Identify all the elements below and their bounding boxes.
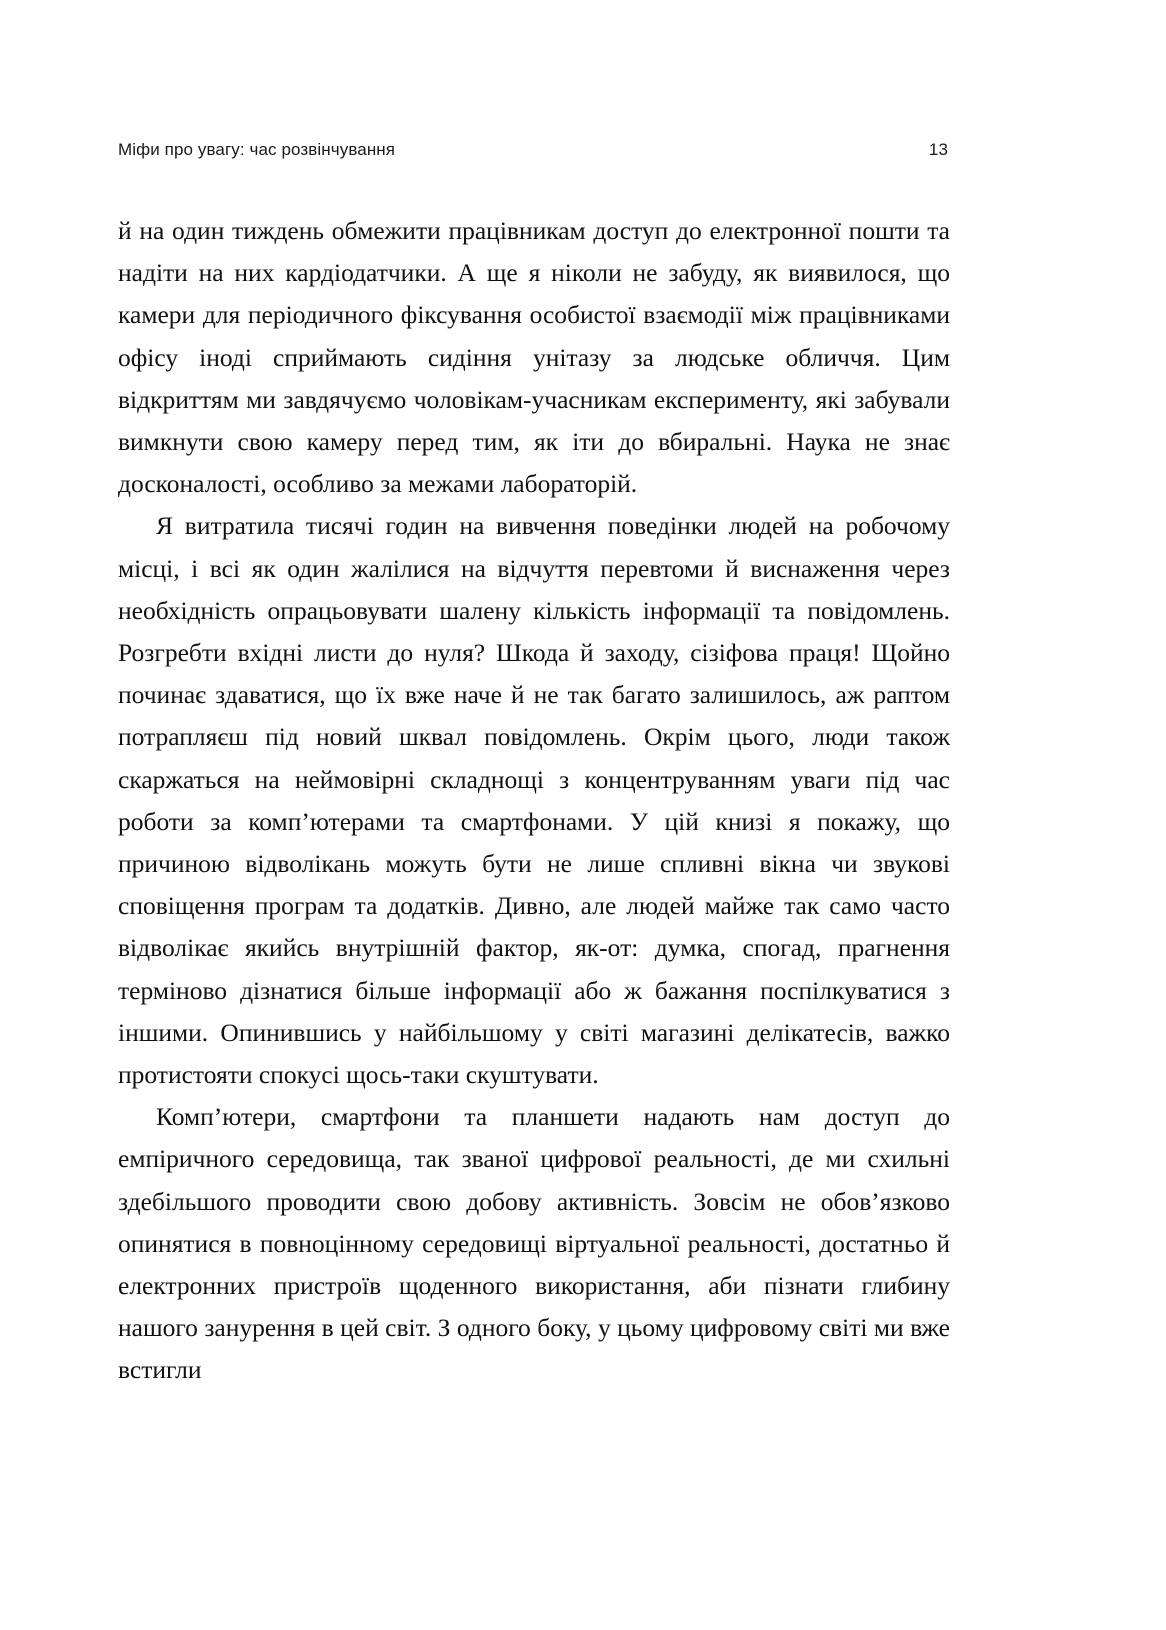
paragraph-2: Я витратила тисячі годин на вивчення поведінки людей на робочому місці, і всі як один жалілися на відчуття перевтоми й виснаження через необхідність опрацьовувати шалену кількість інформації та повідомлень. Розгребти вхідні листи до нуля? Шкода й заходу, сізіфова праця! Щойно починає здаватися, що їх вже наче й не так багато залишилось, аж раптом потрапляєш під новий шквал повідомлень. Окрім цього, люди також скаржаться на неймовірні складнощі з концентруванням уваги під час роботи за комп’ютерами та смартфонами. У цій книзі я покажу, що причиною відволікань можуть бути не лише спливні вікна чи звукові сповіщення програм та додатків. Дивно, але людей майже так само часто відволікає якийсь внутрішній фактор, як-от: думка, спогад, прагнення терміново дізнатися більше інформації або ж бажання поспілкуватися з іншими. Опинившись у найбільшому у світі магазині делікатесів, важко протистояти спокусі щось-таки скуштувати.	[118, 511, 950, 1090]
running-head-title: Міфи про увагу: час розвінчування	[118, 140, 396, 159]
running-head	[118, 140, 948, 160]
body-text	[118, 210, 950, 1392]
paragraph-1: й на один тиждень обмежити працівникам доступ до електронної пошти та надіти на них кардіодатчики. А ще я ніколи не забуду, як виявилося, що камери для періодичного фіксування особистої взаємодії між працівниками офісу іноді сприймають сидіння унітазу за людське обличчя. Цим відкриттям ми завдячуємо чоловікам-учасникам експерименту, які забували вимкнути свою камеру перед тим, як іти до вбиральні. Наука не знає досконалості, особливо за межами лабораторій.	[118, 216, 950, 499]
paragraph-3: Комп’ютери, смартфони та планшети надають нам доступ до емпіричного середовища, так званої цифрової реальності, де ми схильні здебільшого проводити свою добову активність. Зовсім не обов’язково опинятися в повноцінному середовищі віртуальної реальності, достатньо й електронних пристроїв щоденного використання, аби пізнати глибину нашого занурення в цей світ. З одного боку, у цьому цифровому світі ми вже встигли	[118, 1102, 950, 1385]
page-number: 13	[928, 140, 948, 159]
